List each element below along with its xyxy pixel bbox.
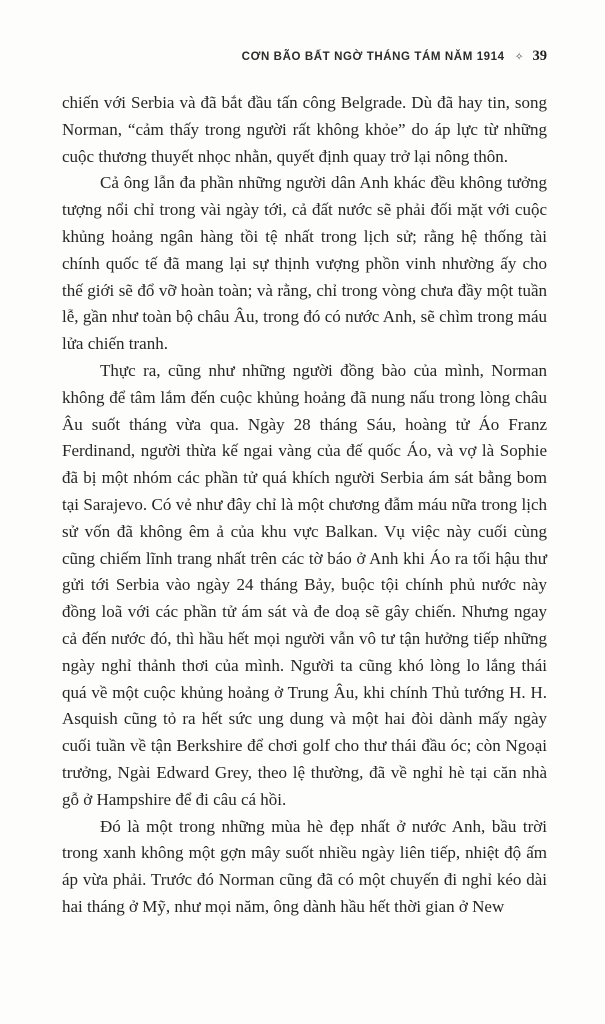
paragraph: Cả ông lẫn đa phần những người dân Anh khác đều không tưởng tượng nổi chỉ trong vài ngày tới, cả đất nước sẽ phải đối mặt với cuộc khủng hoảng ngân hàng tồi tệ nhất trong lịch sử; rằng hệ thống tài chính quốc tế đã mang lại sự thịnh vượng phồn vinh nhường ấy cho thế giới sẽ đổ vỡ hoàn toàn; và rằng, chỉ trong vòng chưa đầy một tuần lễ, gần như toàn bộ châu Âu, trong đó có nước Anh, sẽ chìm trong máu lửa chiến tranh. (62, 173, 547, 354)
header-ornament-icon: ✧ (514, 51, 524, 63)
body-text (62, 90, 547, 921)
paragraph: chiến với Serbia và đã bắt đầu tấn công Belgrade. Dù đã hay tin, song Norman, “cảm thấy trong người rất không khỏe” do áp lực từ những cuộc thương thuyết nhọc nhằn, quyết định quay trở lại nông thôn. (62, 93, 547, 166)
paragraph: Đó là một trong những mùa hè đẹp nhất ở nước Anh, bầu trời trong xanh không một gợn mây suốt nhiều ngày liên tiếp, nhiệt độ ấm áp vừa phải. Trước đó Norman cũng đã có một chuyến đi nghỉ kéo dài hai tháng ở Mỹ, như mọi năm, ông dành hầu hết thời gian ở New (62, 816, 547, 916)
paragraph: Thực ra, cũng như những người đồng bào của mình, Norman không để tâm lắm đến cuộc khủng hoảng đã nung nấu trong lòng châu Âu suốt tháng vừa qua. Ngày 28 tháng Sáu, hoàng tử Áo Franz Ferdinand, người thừa kế ngai vàng của đế quốc Áo, và vợ là Sophie đã bị một nhóm các phần tử quá khích người Serbia ám sát bằng bom tại Sarajevo. Có vẻ như đây chỉ là một chương đẫm máu nữa trong lịch sử vốn đã không êm ả của khu vực Balkan. Vụ việc này cuối cùng cũng chiếm lĩnh trang nhất trên các tờ báo ở Anh khi Áo ra tối hậu thư gửi tới Serbia vào ngày 24 tháng Bảy, buộc tội chính phủ nước này đồng loã với các phần tử ám sát và đe doạ sẽ gây chiến. Nhưng ngay cả đến nước đó, thì hầu hết mọi người vẫn vô tư tận hưởng tiếp những ngày nghỉ thảnh thơi của mình. Người ta cũng khó lòng lo lắng thái quá về một cuộc khủng hoảng ở Trung Âu, khi chính Thủ tướng H. H. Asquish cũng tỏ ra hết sức ung dung và một hai đòi dành mấy ngày cuối tuần về tận Berkshire để chơi golf cho thư thái đầu óc; còn Ngoại trưởng, Ngài Edward Grey, theo lệ thường, đã về nghỉ hè tại căn nhà gỗ ở Hampshire để đi câu cá hồi. (62, 360, 547, 809)
page-number: 39 (532, 48, 547, 64)
running-header (62, 48, 547, 65)
chapter-title: CƠN BÃO BẤT NGỜ THÁNG TÁM NĂM 1914 (241, 51, 505, 63)
